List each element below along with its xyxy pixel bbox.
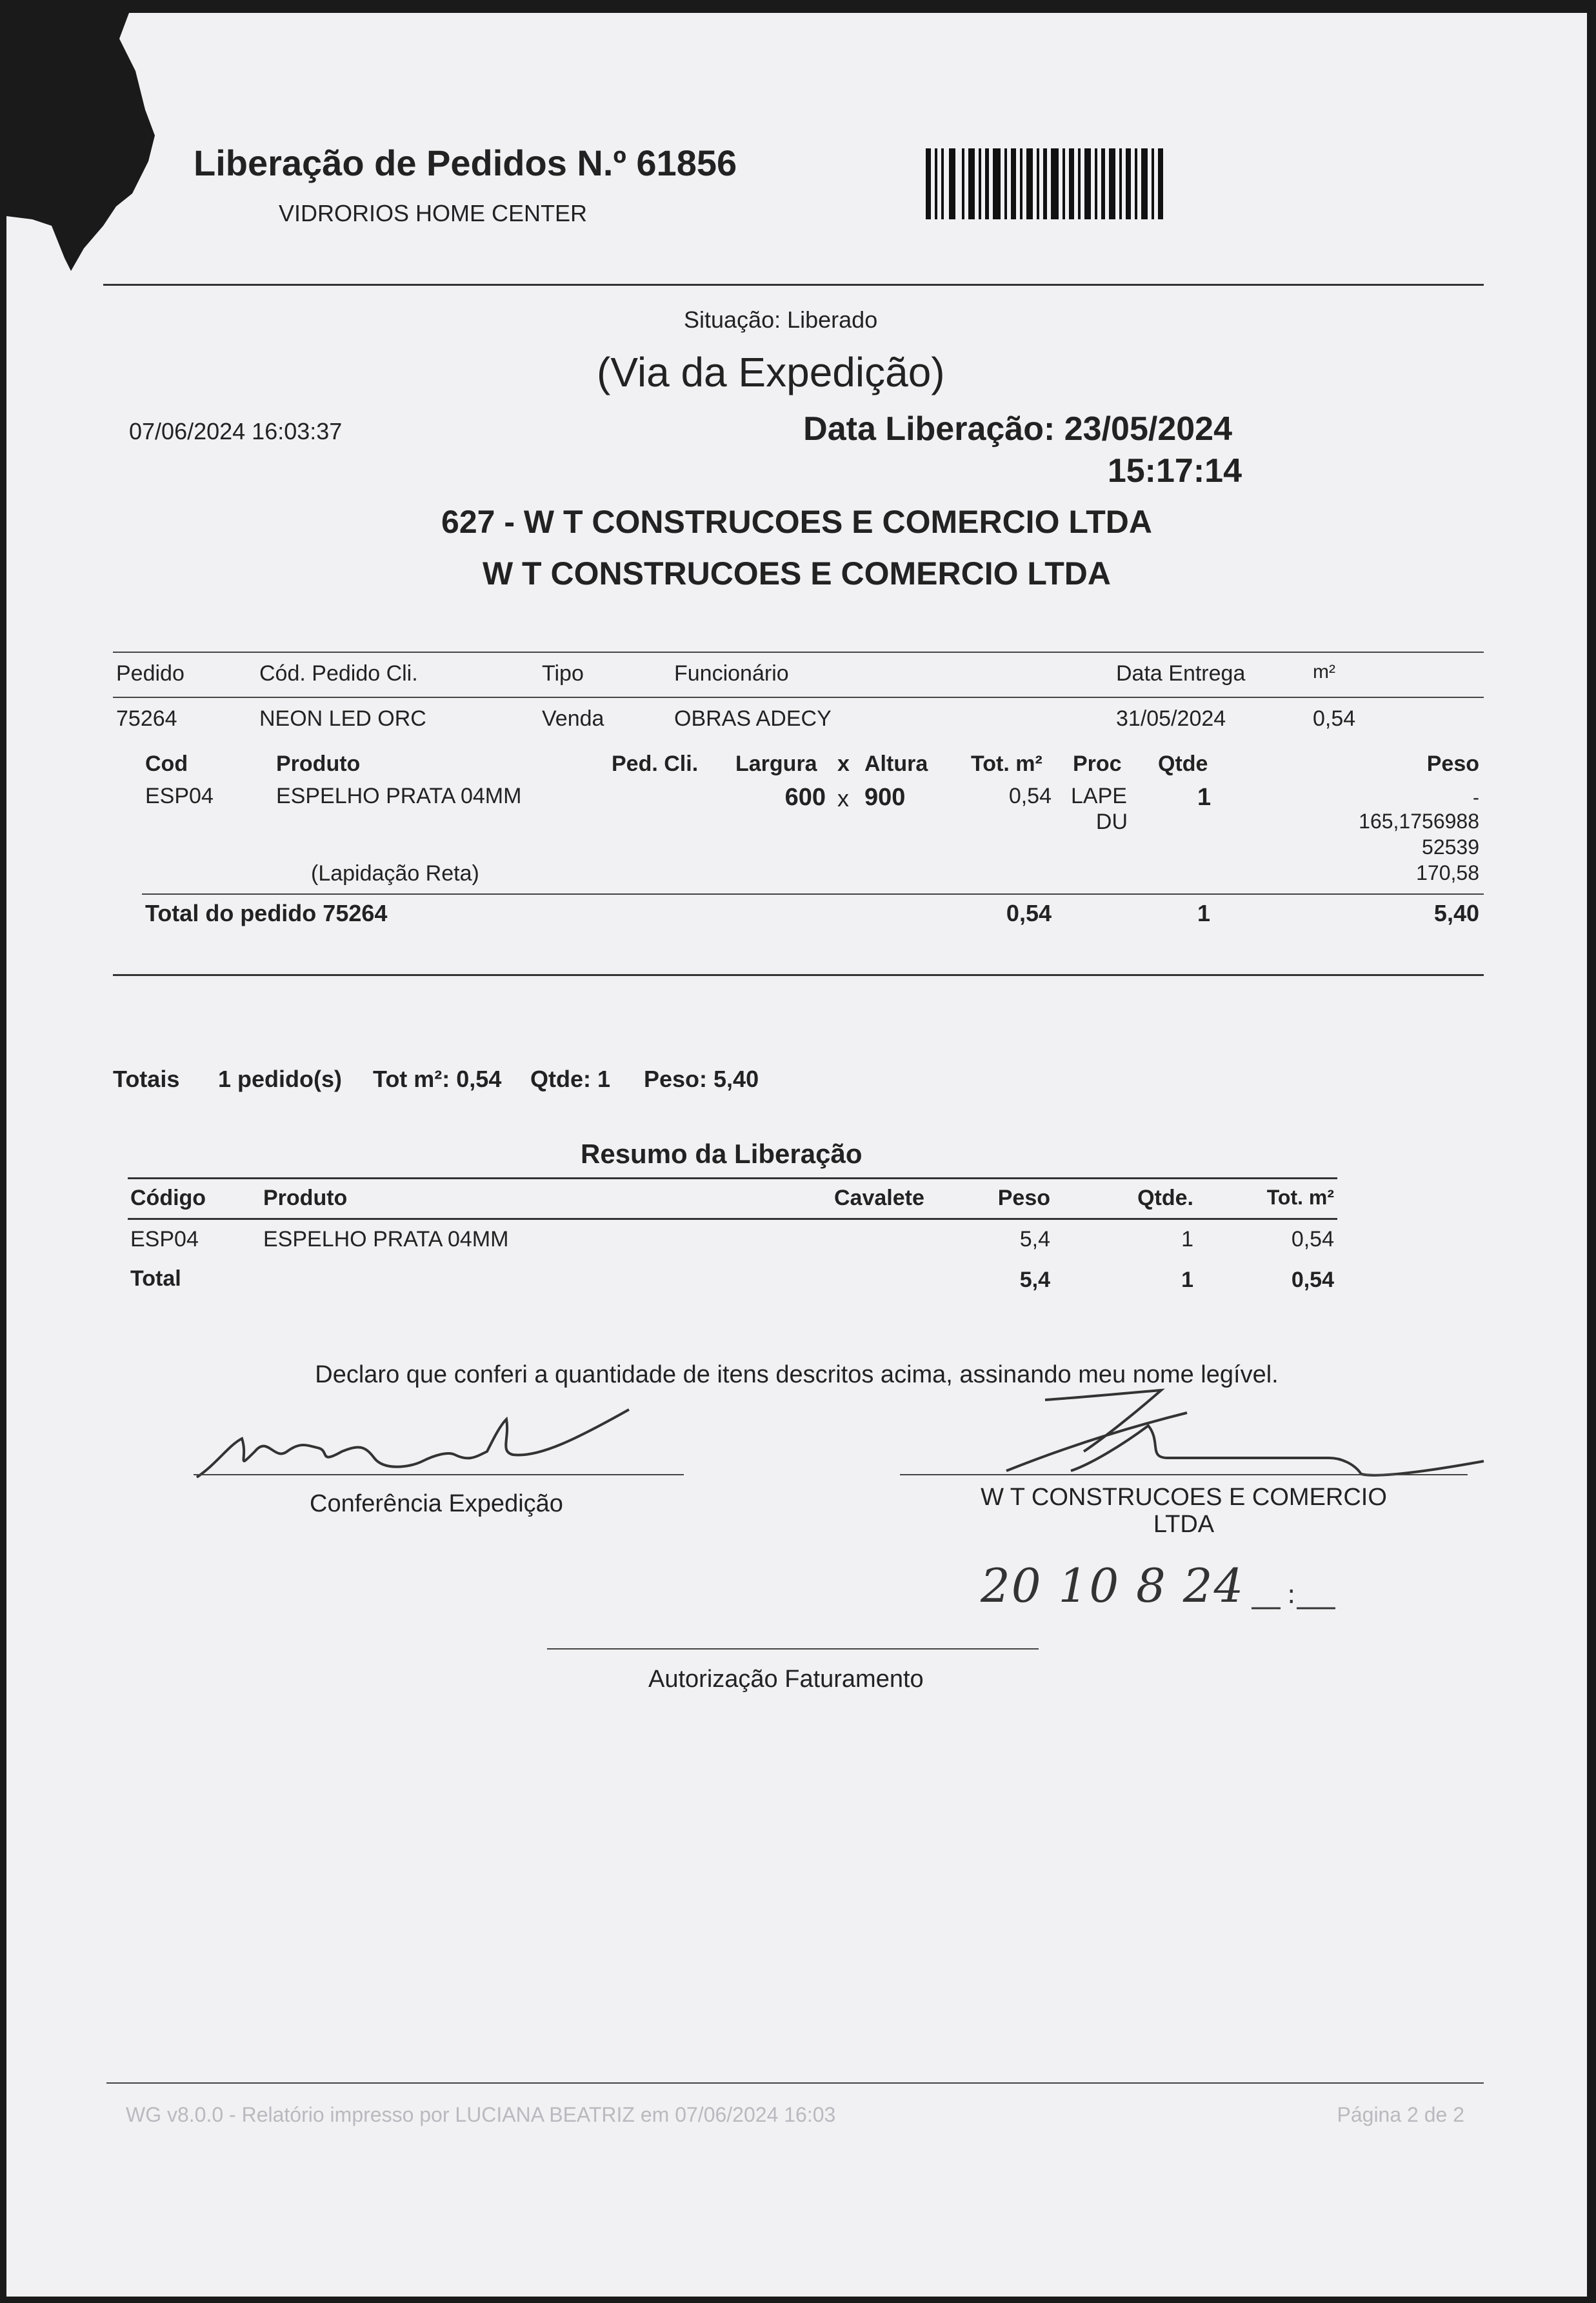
release-date: Data Liberação: 23/05/2024 [803,410,1232,448]
order-funcionario-value: OBRAS ADECY [674,706,832,731]
order-col-funcionario: Funcionário [674,661,789,686]
items-col-proc: Proc [1073,752,1122,776]
status-line: Situação: Liberado [684,306,878,333]
items-col-tot-m2: Tot. m² [971,752,1042,776]
company-name: VIDRORIOS HOME CENTER [279,200,588,226]
summary-row-qtde: 1 [1181,1227,1193,1251]
summary-row-tot-m2: 0,54 [1291,1227,1334,1251]
summary-row-produto: ESPELHO PRATA 04MM [263,1227,509,1251]
torn-corner [6,13,168,284]
totals-qtde: Qtde: 1 [530,1066,611,1092]
release-time: 15:17:14 [1107,452,1242,490]
order-pedido-value: 75264 [116,706,177,731]
order-table-header-rule [113,697,1484,698]
item-peso-line1: - [1473,787,1479,808]
summary-title: Resumo da Liberação [581,1139,863,1169]
totals-pedidos: 1 pedido(s) [218,1066,343,1092]
items-total-rule [142,893,1484,895]
document-page [6,13,1587,2297]
order-total-qtde: 1 [1197,900,1211,926]
summary-col-tot-m2: Tot. m² [1266,1186,1334,1209]
totals-tot-m2: Tot m²: 0,54 [373,1066,502,1092]
item-cod: ESP04 [145,784,214,808]
footer-page-number: Página 2 de 2 [1337,2103,1464,2126]
summary-col-peso: Peso [997,1186,1050,1210]
item-x: x [837,785,849,812]
items-col-qtde: Qtde [1158,752,1208,776]
summary-col-codigo: Código [130,1186,206,1210]
item-qtde: 1 [1197,784,1212,811]
item-produto: ESPELHO PRATA 04MM [276,784,522,808]
client-line-2: W T CONSTRUCOES E COMERCIO LTDA [482,555,1112,592]
header-divider [103,284,1484,286]
items-col-altura: Altura [864,752,928,776]
signature-label-left: Conferência Expedição [310,1490,563,1517]
barcode [926,148,1168,219]
summary-total-tot-m2: 0,54 [1291,1268,1334,1292]
item-proc-line1: LAPE [1071,784,1127,808]
item-peso-line2: 165,1756988 [1359,810,1479,833]
order-cod-pedido-cli-value: NEON LED ORC [259,706,426,731]
footer-report-info: WG v8.0.0 - Relatório impresso por LUCIANA BEATRIZ em 07/06/2024 16:03 [126,2103,836,2126]
handwritten-date-text: 20 10 8 24 [981,1559,1245,1613]
order-col-m2: m² [1313,661,1335,683]
signature-expedicao [190,1400,655,1484]
totals-label: Totais [113,1066,180,1092]
items-col-cod: Cod [145,752,188,776]
order-col-data-entrega: Data Entrega [1116,661,1246,686]
report-title: Liberação de Pedidos N.º 61856 [194,143,737,183]
summary-row-peso: 5,4 [1019,1227,1050,1251]
order-m2-value: 0,54 [1313,706,1356,731]
summary-total-qtde: 1 [1181,1268,1193,1292]
authorization-label: Autorização Faturamento [648,1666,924,1693]
summary-row-codigo: ESP04 [130,1227,199,1251]
items-col-produto: Produto [276,752,361,776]
item-peso-line3: 52539 [1422,835,1479,859]
order-col-cod-pedido-cli: Cód. Pedido Cli. [259,661,418,686]
order-col-tipo: Tipo [542,661,584,686]
summary-header-rule [128,1218,1337,1220]
authorization-line [547,1648,1039,1650]
summary-col-produto: Produto [263,1186,348,1210]
item-tot-m2: 0,54 [1008,784,1052,808]
items-col-largura: Largura [735,752,817,776]
order-tipo-value: Venda [542,706,604,731]
item-peso-line4: 170,58 [1416,861,1479,884]
via-label: (Via da Expedição) [597,349,945,395]
signature-label-right-line1: W T CONSTRUCOES E COMERCIO [981,1484,1387,1511]
signature-line-right [900,1474,1468,1475]
summary-col-cavalete: Cavalete [834,1186,924,1210]
items-col-x: x [837,752,850,776]
handwritten-date-colon: : [1287,1580,1296,1610]
summary-col-qtde: Qtde. [1137,1186,1193,1210]
signature-label-right-line2: LTDA [1153,1511,1215,1538]
declaration-text: Declaro que conferi a quantidade de itens descritos acima, assinando meu nome legível. [315,1361,1279,1388]
summary-total-peso: 5,4 [1019,1268,1050,1292]
item-note: (Lapidação Reta) [311,861,479,886]
summary-total-label: Total [130,1266,181,1291]
items-col-ped-cli: Ped. Cli. [612,752,699,776]
client-line-1: 627 - W T CONSTRUCOES E COMERCIO LTDA [441,504,1152,540]
order-total-peso: 5,40 [1433,900,1479,926]
order-total-tot-m2: 0,54 [1006,900,1052,926]
item-largura: 600 [784,784,826,811]
items-bottom-rule [113,974,1484,976]
summary-top-rule [128,1177,1337,1179]
handwritten-date [977,1551,1339,1616]
order-total-label: Total do pedido 75264 [145,900,388,926]
item-proc-line2: DU [1095,810,1128,834]
totals-peso: Peso: 5,40 [644,1066,759,1092]
order-table-top-rule [113,652,1484,653]
signature-line-left [194,1474,684,1475]
item-altura: 900 [864,784,906,811]
items-col-peso: Peso [1426,752,1479,776]
footer-rule [106,2082,1484,2084]
order-col-pedido: Pedido [116,661,185,686]
printed-at: 07/06/2024 16:03:37 [129,418,343,444]
order-data-entrega-value: 31/05/2024 [1116,706,1226,731]
